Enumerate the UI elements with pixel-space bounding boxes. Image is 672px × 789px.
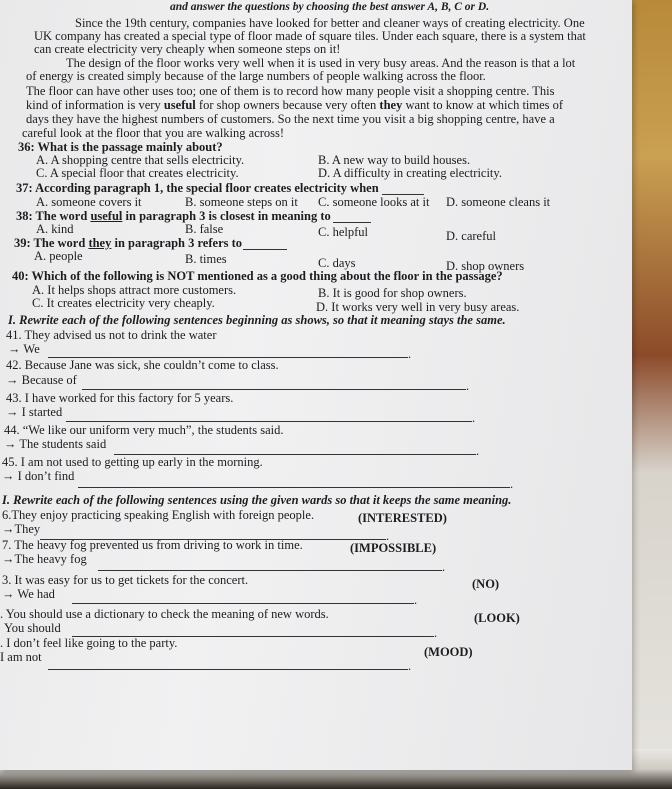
option: A. kind xyxy=(36,222,74,236)
option: D. shop owners xyxy=(446,259,525,273)
passage-line: of energy is created simply because of the large numbers of people walking across the floor. xyxy=(26,69,486,83)
option: B. It is good for shop owners. xyxy=(318,286,467,300)
question-39 xyxy=(14,236,242,250)
blank-end-dot: . xyxy=(510,477,514,491)
answer-blank xyxy=(82,389,466,390)
passage-text: for shop owners because very often xyxy=(195,98,380,112)
answer-blank xyxy=(78,487,510,488)
passage-text: kind of information is very xyxy=(26,98,164,112)
passage-line: Since the 19th century, companies have looked for better and cleaner ways of creating electricity. One xyxy=(75,16,585,30)
rewrite-question: 43. I have worked for this factory for 5 years. xyxy=(6,391,234,405)
answer-blank xyxy=(48,669,408,670)
blank-end-dot: . xyxy=(442,560,446,574)
blank-end-dot: . xyxy=(434,626,438,640)
rewrite-start: → I don’t find xyxy=(2,469,75,483)
given-question: 7. The heavy fog prevented us from driving to work in time. xyxy=(2,538,303,552)
option: A. people xyxy=(34,249,83,263)
question-40: 40: Which of the following is NOT mentioned as a good thing about the floor in the passage? xyxy=(12,269,503,283)
blank-end-dot: . xyxy=(476,444,480,458)
question-text: 38: The word xyxy=(16,209,91,223)
question-36: 36: What is the passage mainly about? xyxy=(18,140,223,154)
given-word: (MOOD) xyxy=(424,645,473,659)
given-question: . I don’t feel like going to the party. xyxy=(0,636,178,650)
given-start: → We had xyxy=(2,587,55,601)
option: A. someone covers it xyxy=(36,195,142,209)
given-question: 3. It was easy for us to get tickets for the concert. xyxy=(2,573,249,587)
rewrite-question: 41. They advised us not to drink the water xyxy=(6,328,217,342)
rewrite-start: → The students said xyxy=(4,437,107,451)
passage-line: can create electricity very cheaply when someone steps on it! xyxy=(34,42,341,56)
rewrite-question: 42. Because Jane was sick, she couldn’t come to class. xyxy=(6,358,279,372)
given-word: (NO) xyxy=(472,577,500,591)
option: B. someone steps on it xyxy=(185,195,298,209)
blank-end-dot: . xyxy=(408,659,412,673)
option: C. A special floor that creates electricity. xyxy=(36,166,239,180)
rewrite-start: → Because of xyxy=(6,373,77,387)
option: B. times xyxy=(185,252,227,266)
given-word: (LOOK) xyxy=(474,611,520,625)
given-start: I am not xyxy=(0,650,42,664)
header-instruction: and answer the questions by choosing the best answer A, B, C or D. xyxy=(170,1,490,13)
blank-end-dot: . xyxy=(408,347,412,361)
option: C. It creates electricity very cheaply. xyxy=(32,296,215,310)
answer-blank xyxy=(98,570,442,571)
answer-blank xyxy=(333,222,371,223)
passage-line: careful look at the floor that you are walking across! xyxy=(22,126,285,140)
answer-blank xyxy=(66,421,472,422)
given-start: →They xyxy=(2,522,41,536)
question-text: in paragraph 3 is closest in meaning to xyxy=(122,209,331,223)
answer-blank xyxy=(243,249,287,250)
answer-blank xyxy=(72,603,414,604)
question-38 xyxy=(16,209,331,223)
section-heading-given-words: I. Rewrite each of the following sentences using the given wards so that it keeps the same meaning. xyxy=(2,493,512,507)
rewrite-question: 45. I am not used to getting up early in the morning. xyxy=(2,455,263,469)
given-question: . You should use a dictionary to check the meaning of new words. xyxy=(0,607,329,621)
given-word: (IMPOSSIBLE) xyxy=(350,541,437,555)
question-text: in paragraph 3 refers to xyxy=(111,236,243,250)
passage-line xyxy=(26,98,563,112)
option: A. A shopping centre that sells electricity. xyxy=(36,153,245,167)
question-37: 37: According paragraph 1, the special floor creates electricity when xyxy=(16,181,379,195)
keyword-useful: useful xyxy=(163,98,196,112)
rewrite-start: → I started xyxy=(6,405,63,419)
option: C. someone looks at it xyxy=(318,195,430,209)
option: D. It works very well in very busy areas. xyxy=(316,300,520,314)
rewrite-question: 44. “We like our uniform very much”, the students said. xyxy=(4,423,284,437)
underlined-word: they xyxy=(88,236,112,250)
passage-text: want to know at which times of xyxy=(402,98,564,112)
given-start: →The heavy fog xyxy=(2,552,87,566)
section-heading-rewrite: I. Rewrite each of the following sentences beginning as shows, so that it meaning stays the same. xyxy=(8,313,506,327)
option: B. false xyxy=(185,222,224,236)
passage-line: The floor can have other uses too; one of them is to record how many people visit a shopping centre. This xyxy=(26,84,555,98)
option: A. It helps shops attract more customers. xyxy=(32,283,237,297)
rewrite-start: → We xyxy=(8,342,40,356)
underlined-word: useful xyxy=(90,209,123,223)
option: C. helpful xyxy=(318,225,368,239)
blank-end-dot: . xyxy=(414,593,418,607)
option: C. days xyxy=(318,256,356,270)
passage-line: The design of the floor works very well when it is used in very busy areas. And the reason is that a lot xyxy=(66,56,576,70)
keyword-they: they xyxy=(379,98,403,112)
given-question: 6.They enjoy practicing speaking English with foreign people. xyxy=(2,508,315,522)
blank-end-dot: . xyxy=(472,411,476,425)
question-text: 39: The word xyxy=(14,236,89,250)
blank-end-dot: . xyxy=(386,529,390,543)
option: D. A difficulty in creating electricity. xyxy=(318,166,502,180)
blank-end-dot: . xyxy=(466,379,470,393)
given-start: You should xyxy=(4,621,61,635)
passage-line: UK company has created a special type of floor made of square tiles. Under each square, there is a system that xyxy=(34,29,586,43)
option: B. A new way to build houses. xyxy=(318,153,471,167)
option: D. someone cleans it xyxy=(446,195,551,209)
passage-line: days they have the highest numbers of customers. So the next time you visit a big shopping centre, have a xyxy=(26,112,555,126)
given-word: (INTERESTED) xyxy=(358,511,447,525)
option: D. careful xyxy=(446,229,496,243)
